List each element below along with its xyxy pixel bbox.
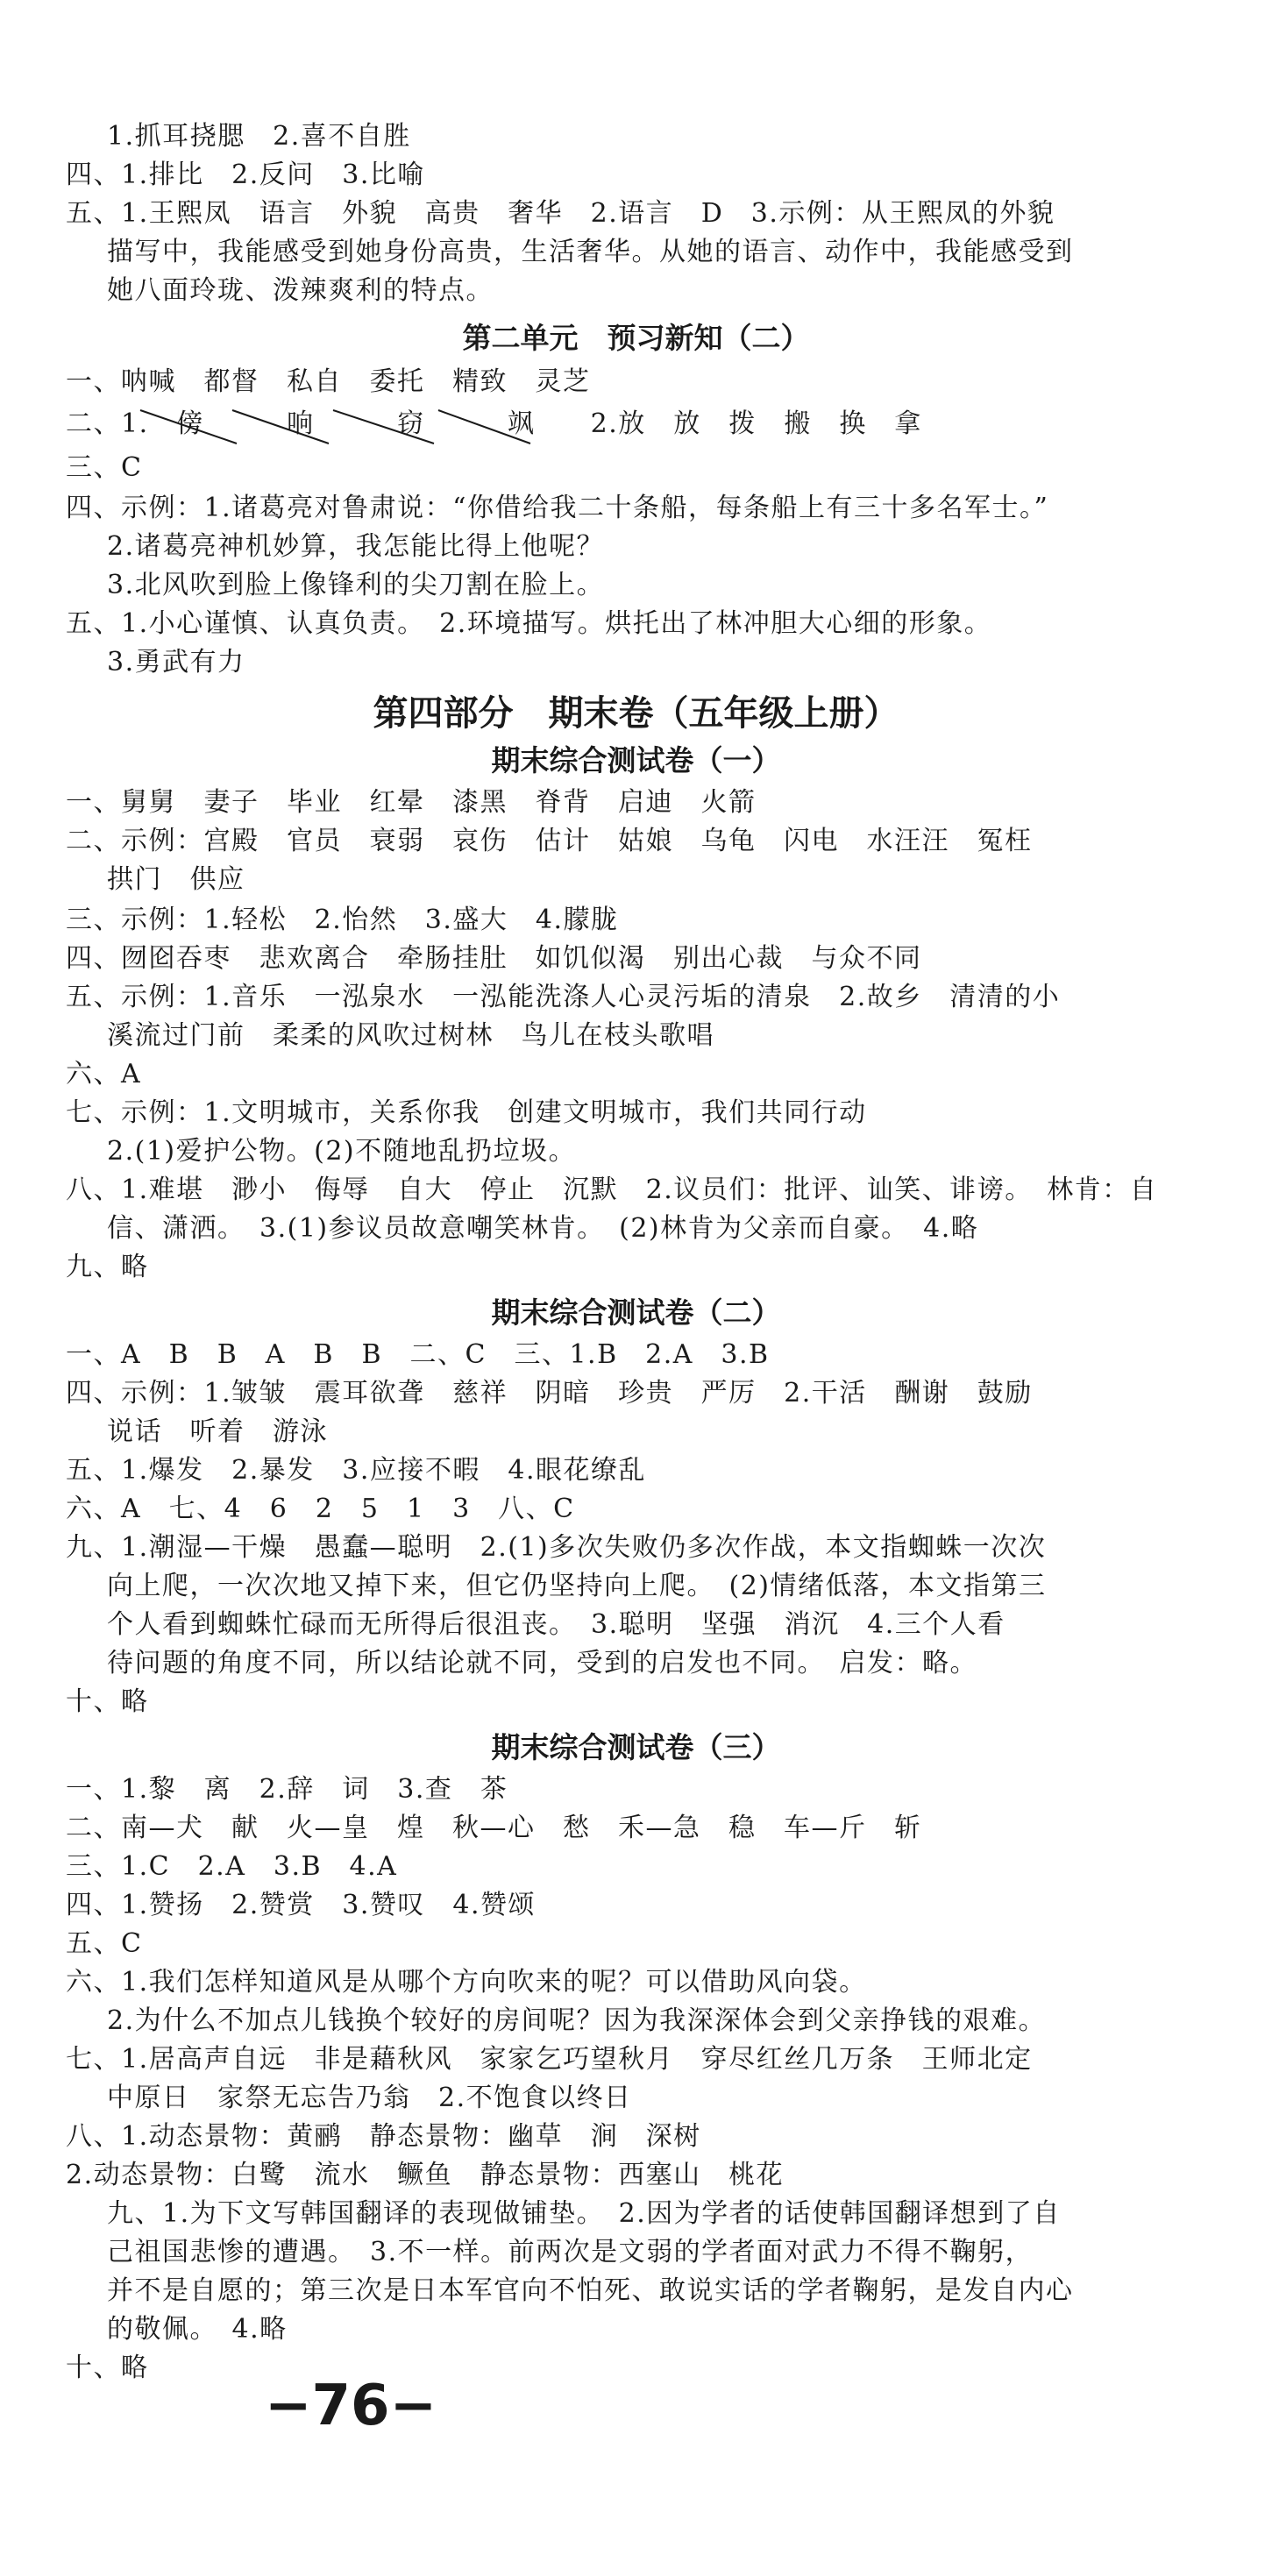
- text-line: 描写中，我能感受到她身份高贵，生活奢华。从她的语言、动作中，我能感受到: [107, 237, 1074, 267]
- text-line: 拱门 供应: [107, 864, 245, 895]
- text-line: 四、1.赞扬 2.赞赏 3.赞叹 4.赞颂: [66, 1890, 536, 1920]
- part-heading: 第四部分 期末卷（五年级上册）: [373, 693, 899, 734]
- text-line: 三、C: [66, 452, 143, 483]
- matching-line: [140, 410, 237, 444]
- text-line: 说话 听着 游泳: [107, 1416, 328, 1447]
- text-line: 十、略: [66, 1686, 149, 1717]
- text-line: 七、1.居高声自远 非是藉秋风 家家乞巧望秋月 穿尽红丝几万条 王师北定: [66, 2044, 1033, 2075]
- text-line: 八、1.动态景物：黄鹂 静态景物：幽草 涧 深树: [66, 2121, 701, 2152]
- text-line: 九、1.潮湿—干燥 愚蠢—聪明 2.(1)多次失败仍多次作战，本文指蜘蛛一次次: [66, 1532, 1047, 1563]
- page-number: −76−: [264, 2374, 437, 2438]
- text-line: 二、1. 傍 响 窃 飒 2.放 放 拨 搬 换 拿: [66, 408, 922, 439]
- text-line: 十、略: [66, 2352, 149, 2383]
- text-line: 个人看到蜘蛛忙碌而无所得后很沮丧。 3.聪明 坚强 消沉 4.三个人看: [107, 1609, 1006, 1640]
- text-line: 的敬佩。 4.略: [107, 2314, 288, 2345]
- text-line: 六、1.我们怎样知道风是从哪个方向吹来的呢？可以借助风向袋。: [66, 1967, 867, 1998]
- text-line: 一、A B B A B B 二、C 三、1.B 2.A 3.B: [66, 1339, 770, 1370]
- text-line: 九、略: [66, 1252, 149, 1282]
- text-line: 溪流过门前 柔柔的风吹过树林 鸟儿在枝头歌唱: [107, 1020, 714, 1051]
- text-line: 一、呐喊 都督 私自 委托 精致 灵芝: [66, 366, 591, 397]
- matching-line: [232, 410, 329, 444]
- text-line: 二、南—犬 献 火—皇 煌 秋—心 愁 禾—急 稳 车—斤 斩: [66, 1813, 922, 1843]
- text-line: 六、A: [66, 1059, 142, 1089]
- text-line: 九、1.为下文写韩国翻译的表现做铺垫。 2.因为学者的话使韩国翻译想到了自: [107, 2198, 1061, 2229]
- text-line: 三、1.C 2.A 3.B 4.A: [66, 1851, 398, 1882]
- text-line: 一、1.黎 离 2.辞 词 3.查 茶: [66, 1774, 508, 1805]
- text-line: 2.动态景物：白鹭 流水 鳜鱼 静态景物：西塞山 桃花: [66, 2160, 785, 2190]
- text-line: 二、示例：宫殿 官员 衰弱 哀伤 估计 姑娘 乌龟 闪电 水汪汪 冤枉: [66, 826, 1033, 856]
- text-line: 2.诸葛亮神机妙算，我怎能比得上他呢？: [107, 531, 605, 562]
- text-line: 五、示例：1.音乐 一泓泉水 一泓能洗涤人心灵污垢的清泉 2.故乡 清清的小: [66, 982, 1061, 1012]
- test-heading: 期末综合测试卷（二）: [491, 1295, 781, 1330]
- text-line: 中原日 家祭无忘告乃翁 2.不饱食以终日: [107, 2083, 632, 2113]
- text-line: 2.为什么不加点儿钱换个较好的房间呢？因为我深深体会到父亲挣钱的艰难。: [107, 2005, 1047, 2036]
- text-line: 七、示例：1.文明城市，关系你我 创建文明城市，我们共同行动: [66, 1097, 867, 1128]
- text-line: 六、A 七、4 6 2 5 1 3 八、C: [66, 1494, 575, 1524]
- text-line: 2.(1)爱护公物。(2)不随地乱扔垃圾。: [107, 1136, 577, 1167]
- section-heading: 第二单元 预习新知（二）: [462, 321, 810, 355]
- text-line: 五、1.王熙凤 语言 外貌 高贵 奢华 2.语言 D 3.示例：从王熙凤的外貌: [66, 198, 1055, 229]
- text-line: 五、C: [66, 1928, 143, 1959]
- test-heading: 期末综合测试卷（三）: [491, 1730, 781, 1764]
- text-line: 待问题的角度不同，所以结论就不同，受到的启发也不同。 启发：略。: [107, 1648, 977, 1678]
- matching-line: [438, 410, 530, 444]
- matching-line: [333, 410, 434, 444]
- text-line: 四、示例：1.皱皱 震耳欲聋 慈祥 阴暗 珍贵 严厉 2.干活 酬谢 鼓励: [66, 1378, 1033, 1409]
- text-line: 四、囫囵吞枣 悲欢离合 牵肠挂肚 如饥似渴 别出心裁 与众不同: [66, 943, 922, 974]
- text-line: 3.北风吹到脸上像锋利的尖刀割在脸上。: [107, 570, 605, 600]
- text-line: 信、潇洒。 3.(1)参议员故意嘲笑林肯。 (2)林肯为父亲而自豪。 4.略: [107, 1213, 979, 1244]
- text-line: 四、1.排比 2.反问 3.比喻: [66, 160, 425, 190]
- text-line: 并不是自愿的；第三次是日本军官向不怕死、敢说实话的学者鞠躬，是发自内心: [107, 2275, 1074, 2306]
- text-line: 五、1.小心谨慎、认真负责。 2.环境描写。烘托出了林冲胆大心细的形象。: [66, 608, 992, 639]
- text-line: 一、舅舅 妻子 毕业 红晕 漆黑 脊背 启迪 火箭: [66, 787, 757, 818]
- text-line: 1.抓耳挠腮 2.喜不自胜: [107, 121, 411, 152]
- text-line: 3.勇武有力: [107, 647, 245, 678]
- text-line: 五、1.爆发 2.暴发 3.应接不暇 4.眼花缭乱: [66, 1455, 646, 1486]
- text-line: 八、1.难堪 渺小 侮辱 自大 停止 沉默 2.议员们：批评、讪笑、诽谤。 林肯：自: [66, 1174, 1158, 1205]
- test-heading: 期末综合测试卷（一）: [491, 743, 781, 777]
- text-line: 向上爬，一次次地又掉下来，但它仍坚持向上爬。 (2)情绪低落，本文指第三: [107, 1571, 1047, 1601]
- text-line: 她八面玲珑、泼辣爽利的特点。: [107, 275, 494, 306]
- text-line: 三、示例：1.轻松 2.怡然 3.盛大 4.朦胧: [66, 905, 619, 935]
- text-line: 己祖国悲惨的遭遇。 3.不一样。前两次是文弱的学者面对武力不得不鞠躬，: [107, 2237, 1034, 2267]
- text-line: 四、示例：1.诸葛亮对鲁肃说：“你借给我二十条船，每条船上有三十多名军士。”: [66, 493, 1049, 523]
